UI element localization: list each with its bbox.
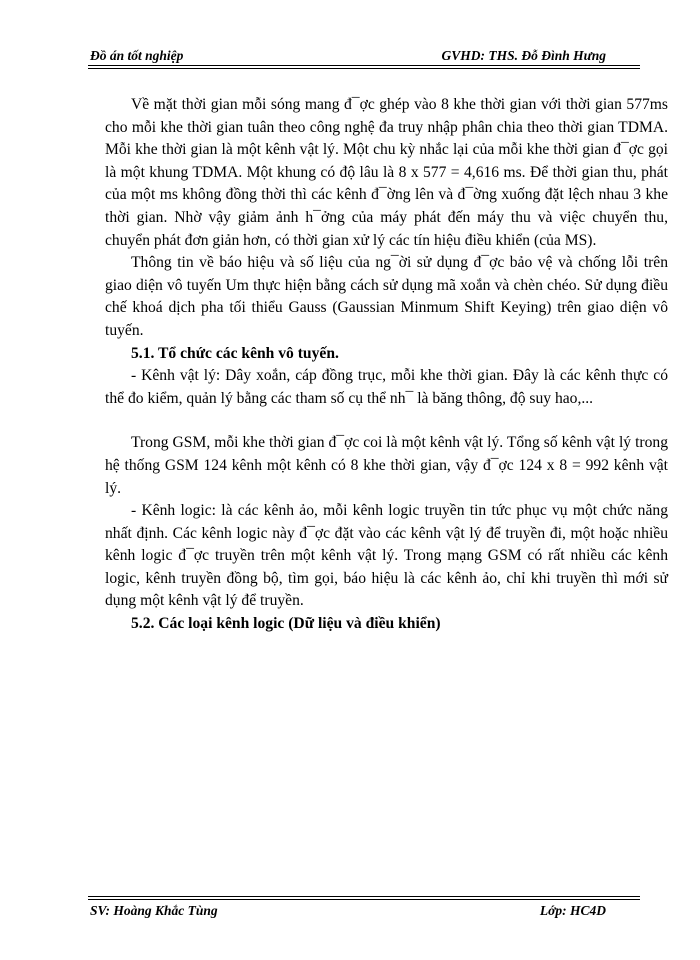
paragraph-signaling: Thông tin về báo hiệu và số liệu của ng¯ời sử dụng đ¯ợc bảo vệ và chống lỗi trên giao diện vô tuyến Um thực hiện bằng cách sử dụng mã xoắn và chèn chéo. Sử dụng điều chế khoá dịch pha tối thiểu Gauss (Gaussian Minmum Shift Keying) trên giao diện vô tuyến. <box>105 254 668 339</box>
footer-class: Lớp: HC4D <box>539 903 606 918</box>
footer-student: SV: Hoàng Khắc Tùng <box>90 903 218 918</box>
paragraph-logic-channel: - Kênh logic: là các kênh ảo, mỗi kênh logic truyền tin tức phục vụ một chức năng nhất định. Các kênh logic này đ¯ợc đặt vào các kênh vật lý để truyền đi, một hoặc nhiều kênh logic đ¯ợc truyền trên một kênh vật lý. Trong mạng GSM có rất nhiều các kênh logic, kênh truyền đồng bộ, tìm gọi, báo hiệu là các kênh ảo, chỉ khi truyền thì mới sử dụng một kênh vật lý để truyền. <box>105 502 668 610</box>
paragraph-gsm-channels: Trong GSM, mỗi khe thời gian đ¯ợc coi là một kênh vật lý. Tổng số kênh vật lý trong hệ thống GSM 124 kênh một kênh có 8 khe thời gian, vậy đ¯ợc 124 x 8 = 992 kênh vật lý. <box>105 434 668 497</box>
section-heading-5-1: 5.1. Tổ chức các kênh vô tuyến. <box>131 344 339 362</box>
paragraph-gap <box>105 410 668 432</box>
section-heading-5-2: 5.2. Các loại kênh logic (Dữ liệu và điều khiển) <box>131 615 441 633</box>
paragraph-physical-channel: - Kênh vật lý: Dây xoắn, cáp đồng trục, mỗi khe thời gian. Đây là các kênh thực có thể đo kiểm, quản lý bằng các tham số cụ thể nh¯ là băng thông, độ suy hao,... <box>105 367 668 407</box>
paragraph-tdma: Về mặt thời gian mỗi sóng mang đ¯ợc ghép vào 8 khe thời gian với thời gian 577ms cho mỗi khe thời gian tuân theo công nghệ đa truy nhập phân chia theo thời gian TDMA. Mỗi khe thời gian là một kênh vật lý. Một chu kỳ nhắc lại của mỗi khe thời gian đ¯ợc gọi là một khung TDMA. Một khung có độ lâu là 8 x 577 = 4,616 ms. Để thời gian thu, phát của một ms không đồng thời thì các kênh đ¯ờng lên và đ¯ờng xuống đặt lệch nhau 3 khe thời gian. Nhờ vậy giảm ảnh h¯ởng của máy phát đến máy thu và việc chuyển thu, chuyển phát đơn giản hơn, có thời gian xử lý các tín hiệu điều khiển (của MS). <box>105 96 668 249</box>
document-body <box>105 94 668 636</box>
page-footer <box>90 903 638 923</box>
header-title: Đồ án tốt nghiệp <box>90 48 184 63</box>
header-supervisor: GVHD: THS. Đỗ Đình Hưng <box>441 48 606 63</box>
header-divider <box>88 65 640 69</box>
footer-divider <box>88 896 640 900</box>
